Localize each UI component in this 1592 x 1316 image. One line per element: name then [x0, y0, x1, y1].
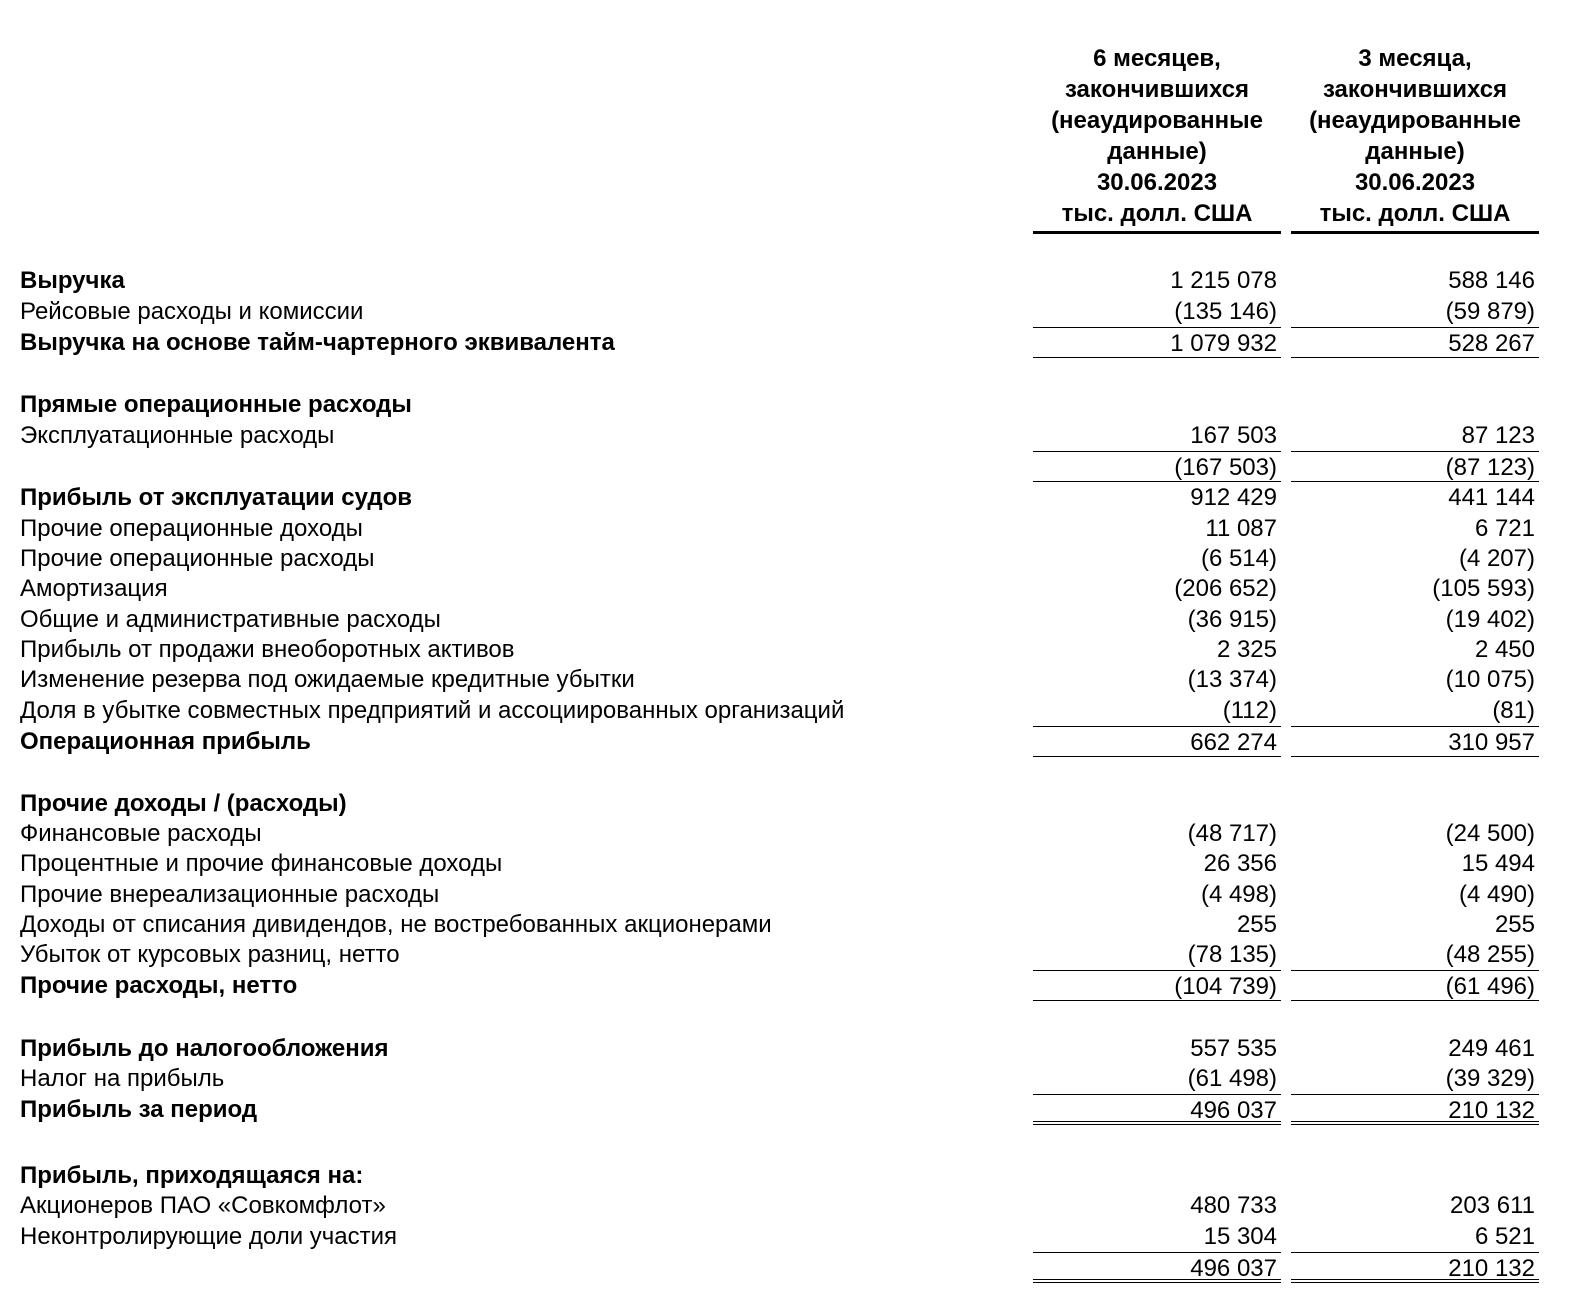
- value-6m: [1033, 389, 1281, 420]
- row-depreciation: [0, 573, 1592, 604]
- row-gain-on-disposal: [0, 634, 1592, 665]
- row-label: Налог на прибыль: [20, 1065, 225, 1092]
- column-header-units: тыс. долл. США: [1033, 198, 1281, 234]
- value-6m: 480 733: [1190, 1192, 1277, 1219]
- value-3m: (61 496): [1291, 970, 1539, 1001]
- column-header-line: закончившихся: [1064, 76, 1250, 103]
- row-profit-attributable: [0, 1160, 1592, 1191]
- value-3m: 528 267: [1291, 327, 1539, 358]
- row-label: Процентные и прочие финансовые доходы: [20, 850, 503, 877]
- value-3m: 210 132: [1291, 1094, 1539, 1125]
- row-label: Амортизация: [20, 575, 168, 602]
- row-attributable-total: [0, 1252, 1592, 1283]
- row-operating-profit: [0, 726, 1592, 757]
- row-label: Прибыль за период: [20, 1096, 258, 1123]
- row-label: Доля в убытке совместных предприятий и ассоциированных организаций: [20, 697, 845, 724]
- value-3m: (48 255): [1445, 941, 1535, 968]
- value-3m: (10 075): [1445, 666, 1535, 693]
- row-other-operating-expenses: [0, 543, 1592, 574]
- column-header-line: 6 месяцев,: [1093, 45, 1221, 72]
- row-label: Прибыль от продажи внеоборотных активов: [20, 636, 515, 663]
- row-credit-loss-allowance: [0, 664, 1592, 695]
- row-other-non-operating-expenses: [0, 879, 1592, 910]
- value-6m: [1033, 1160, 1281, 1191]
- row-label: Изменение резерва под ожидаемые кредитные убытки: [20, 666, 635, 693]
- value-6m: (78 135): [1187, 941, 1277, 968]
- value-3m: [1291, 389, 1539, 420]
- value-6m: (61 498): [1187, 1065, 1277, 1092]
- value-6m: (6 514): [1200, 545, 1277, 572]
- value-3m: (81): [1492, 697, 1535, 724]
- value-6m: 11 087: [1205, 515, 1277, 542]
- row-label: Прочие расходы, нетто: [20, 972, 298, 999]
- value-3m: (59 879): [1445, 298, 1535, 325]
- value-3m: 6 521: [1474, 1223, 1535, 1250]
- column-header-date: 30.06.2023: [1096, 169, 1218, 196]
- column-header-units: тыс. долл. США: [1291, 198, 1539, 234]
- row-label: Доходы от списания дивидендов, не востребованных акционерами: [20, 911, 772, 938]
- value-3m: (4 207): [1458, 545, 1535, 572]
- row-interest-income: [0, 848, 1592, 879]
- value-3m: (39 329): [1445, 1065, 1535, 1092]
- value-6m: (48 717): [1187, 820, 1277, 847]
- value-6m: 2 325: [1216, 636, 1277, 663]
- value-3m: 588 146: [1448, 267, 1535, 294]
- value-3m: 2 450: [1474, 636, 1535, 663]
- row-direct-expenses-total: [0, 451, 1592, 482]
- row-income-tax: [0, 1063, 1592, 1094]
- row-finance-costs: [0, 818, 1592, 849]
- row-shareholders-sovcomflot: [0, 1190, 1592, 1221]
- column-header-line: закончившихся: [1322, 76, 1508, 103]
- row-voyage-expenses: [0, 296, 1592, 327]
- row-label: Общие и административные расходы: [20, 606, 441, 633]
- column-header-date: 30.06.2023: [1354, 169, 1476, 196]
- value-6m: (36 915): [1187, 606, 1277, 633]
- row-label: Прибыль от эксплуатации судов: [20, 484, 413, 511]
- row-direct-operating-expenses: [0, 389, 1592, 420]
- column-header-line: (неаудированные: [1051, 107, 1263, 134]
- value-6m: 912 429: [1190, 484, 1277, 511]
- value-6m: (167 503): [1033, 451, 1281, 482]
- column-header-3-months: [1291, 43, 1539, 234]
- row-label: Выручка на основе тайм-чартерного эквивалента: [20, 329, 615, 356]
- row-label: Прочие внереализационные расходы: [20, 881, 440, 908]
- value-6m: 496 037: [1033, 1094, 1281, 1125]
- value-3m: (105 593): [1432, 575, 1535, 602]
- row-unclaimed-dividends-income: [0, 909, 1592, 940]
- value-3m: 210 132: [1291, 1252, 1539, 1283]
- value-3m: (24 500): [1445, 820, 1535, 847]
- value-6m: 1 215 078: [1170, 267, 1277, 294]
- row-revenue: [0, 265, 1592, 296]
- row-tce-revenue: [0, 327, 1592, 358]
- column-header-line: (неаудированные: [1309, 107, 1521, 134]
- row-label: Прибыль до налогообложения: [20, 1035, 389, 1062]
- row-label: Неконтролирующие доли участия: [20, 1223, 398, 1250]
- value-3m: 87 123: [1461, 422, 1535, 449]
- row-label: Выручка: [20, 267, 125, 294]
- row-label: Финансовые расходы: [20, 820, 262, 847]
- row-label: Прямые операционные расходы: [20, 391, 412, 418]
- value-6m: 557 535: [1190, 1035, 1277, 1062]
- row-general-admin-expenses: [0, 604, 1592, 635]
- value-3m: 203 611: [1450, 1192, 1535, 1219]
- value-6m: 496 037: [1033, 1252, 1281, 1283]
- value-6m: (4 498): [1200, 881, 1277, 908]
- value-6m: (206 652): [1174, 575, 1277, 602]
- value-6m: 1 079 932: [1033, 327, 1281, 358]
- row-label: Прочие операционные доходы: [20, 515, 363, 542]
- row-share-of-jv-loss: [0, 695, 1592, 726]
- row-profit-for-period: [0, 1094, 1592, 1125]
- value-3m: (4 490): [1458, 881, 1535, 908]
- column-header-line: данные): [1107, 138, 1207, 165]
- row-other-expenses-net: [0, 970, 1592, 1001]
- row-fx-loss: [0, 939, 1592, 970]
- value-3m: 15 494: [1461, 850, 1535, 877]
- value-3m: 255: [1494, 911, 1535, 938]
- value-6m: 15 304: [1203, 1223, 1277, 1250]
- row-label: Убыток от курсовых разниц, нетто: [20, 941, 400, 968]
- row-other-income-expenses: [0, 788, 1592, 819]
- column-header-line: 3 месяца,: [1358, 45, 1472, 72]
- value-6m: (104 739): [1033, 970, 1281, 1001]
- value-6m: (112): [1222, 697, 1277, 724]
- value-3m: (19 402): [1445, 606, 1535, 633]
- value-3m: [1291, 1160, 1539, 1191]
- row-label: Эксплуатационные расходы: [20, 422, 335, 449]
- row-label: Операционная прибыль: [20, 728, 311, 755]
- row-vessel-operating-profit: [0, 482, 1592, 513]
- value-6m: 167 503: [1190, 422, 1277, 449]
- row-profit-before-tax: [0, 1033, 1592, 1064]
- value-6m: (13 374): [1187, 666, 1277, 693]
- row-label: Прибыль, приходящаяся на:: [20, 1162, 364, 1189]
- row-label: Прочие доходы / (расходы): [20, 790, 347, 817]
- value-3m: 249 461: [1448, 1035, 1535, 1062]
- column-header-line: данные): [1365, 138, 1465, 165]
- column-header-6-months: [1033, 43, 1281, 234]
- value-6m: [1033, 788, 1281, 819]
- row-operating-expenses: [0, 420, 1592, 451]
- row-label: Акционеров ПАО «Совкомфлот»: [20, 1192, 386, 1219]
- value-3m: (87 123): [1291, 451, 1539, 482]
- value-3m: [1291, 788, 1539, 819]
- value-3m: 441 144: [1448, 484, 1535, 511]
- value-3m: 6 721: [1474, 515, 1535, 542]
- value-3m: 310 957: [1291, 726, 1539, 757]
- value-6m: 255: [1236, 911, 1277, 938]
- row-other-operating-income: [0, 513, 1592, 544]
- value-6m: 662 274: [1033, 726, 1281, 757]
- value-6m: (135 146): [1174, 298, 1277, 325]
- row-non-controlling-interests: [0, 1221, 1592, 1252]
- value-6m: 26 356: [1203, 850, 1277, 877]
- row-label: Прочие операционные расходы: [20, 545, 375, 572]
- row-label: Рейсовые расходы и комиссии: [20, 298, 364, 325]
